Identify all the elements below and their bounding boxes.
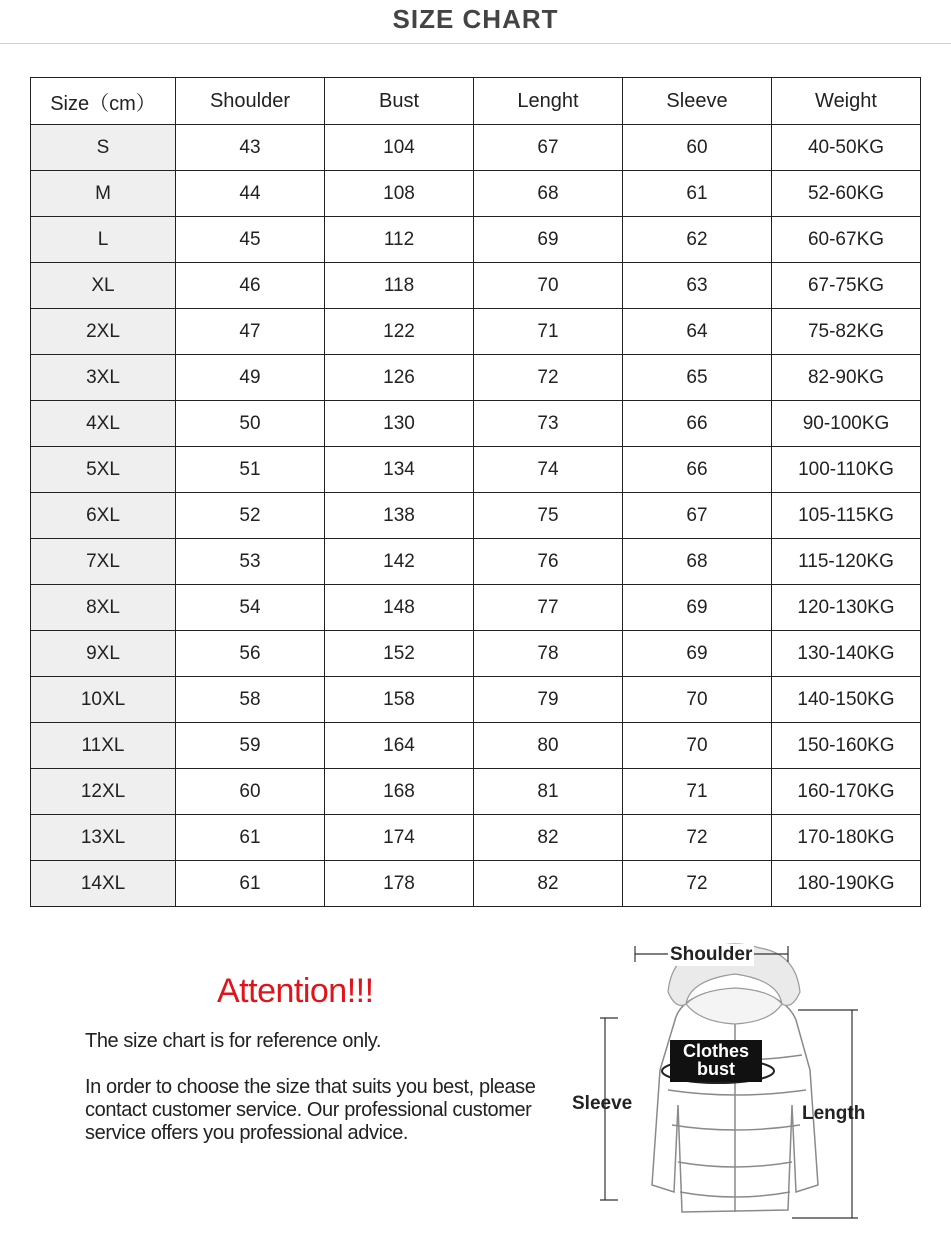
cell-length: 70 [474,263,623,309]
page-title-bar [0,0,951,44]
cell-sleeve: 69 [623,631,772,677]
cell-length: 73 [474,401,623,447]
cell-bust: 130 [325,401,474,447]
cell-weight: 52-60KG [772,171,921,217]
cell-bust: 164 [325,723,474,769]
cell-length: 76 [474,539,623,585]
cell-length: 74 [474,447,623,493]
cell-sleeve: 72 [623,861,772,907]
cell-sleeve: 68 [623,539,772,585]
cell-sleeve: 63 [623,263,772,309]
cell-weight: 120-130KG [772,585,921,631]
cell-weight: 180-190KG [772,861,921,907]
table-row [31,309,921,355]
cell-bust: 168 [325,769,474,815]
column-header-bust: Bust [325,78,474,125]
cell-size: 12XL [31,769,176,815]
table-row [31,539,921,585]
coat-illustration [560,930,940,1230]
cell-size: 3XL [31,355,176,401]
cell-weight: 140-150KG [772,677,921,723]
cell-shoulder: 56 [176,631,325,677]
table-row [31,401,921,447]
cell-weight: 115-120KG [772,539,921,585]
contact-note: In order to choose the size that suits you best, please contact customer service. Our professional customer service offers you professional advice. [85,1076,536,1144]
cell-length: 79 [474,677,623,723]
cell-shoulder: 61 [176,815,325,861]
cell-shoulder: 47 [176,309,325,355]
column-header-shoulder: Shoulder [176,78,325,125]
table-row [31,723,921,769]
cell-bust: 104 [325,125,474,171]
column-header-sleeve: Sleeve [623,78,772,125]
cell-size: 8XL [31,585,176,631]
cell-size: 6XL [31,493,176,539]
cell-bust: 126 [325,355,474,401]
cell-bust: 118 [325,263,474,309]
sleeve-label: Sleeve [572,1093,633,1114]
table-header-row [31,78,921,125]
clothes-bust-label-line2: bust [697,1059,735,1079]
cell-length: 81 [474,769,623,815]
cell-bust: 138 [325,493,474,539]
cell-weight: 160-170KG [772,769,921,815]
cell-shoulder: 54 [176,585,325,631]
column-header-length: Lenght [474,78,623,125]
cell-weight: 82-90KG [772,355,921,401]
cell-sleeve: 67 [623,493,772,539]
cell-weight: 170-180KG [772,815,921,861]
cell-shoulder: 44 [176,171,325,217]
cell-weight: 90-100KG [772,401,921,447]
cell-shoulder: 60 [176,769,325,815]
table-row [31,861,921,907]
cell-bust: 108 [325,171,474,217]
cell-shoulder: 59 [176,723,325,769]
cell-length: 68 [474,171,623,217]
cell-sleeve: 70 [623,677,772,723]
cell-sleeve: 64 [623,309,772,355]
cell-sleeve: 61 [623,171,772,217]
cell-size: XL [31,263,176,309]
cell-size: S [31,125,176,171]
table-row [31,125,921,171]
cell-sleeve: 70 [623,723,772,769]
cell-size: 5XL [31,447,176,493]
cell-sleeve: 72 [623,815,772,861]
cell-shoulder: 61 [176,861,325,907]
coat-measurement-diagram [560,930,940,1230]
cell-size: M [31,171,176,217]
table-row [31,585,921,631]
clothes-bust-label-line1: Clothes [682,1041,749,1061]
cell-length: 67 [474,125,623,171]
cell-bust: 142 [325,539,474,585]
title-divider [0,43,951,44]
cell-size: 10XL [31,677,176,723]
cell-length: 80 [474,723,623,769]
cell-shoulder: 52 [176,493,325,539]
cell-sleeve: 60 [623,125,772,171]
cell-bust: 134 [325,447,474,493]
reference-note: The size chart is for reference only. [85,1030,382,1052]
cell-bust: 122 [325,309,474,355]
table-row [31,171,921,217]
cell-bust: 178 [325,861,474,907]
cell-bust: 152 [325,631,474,677]
table-row [31,493,921,539]
cell-length: 75 [474,493,623,539]
column-header-size: Size（cm） [31,78,176,125]
cell-sleeve: 69 [623,585,772,631]
cell-length: 72 [474,355,623,401]
cell-weight: 67-75KG [772,263,921,309]
cell-shoulder: 51 [176,447,325,493]
cell-size: L [31,217,176,263]
cell-bust: 158 [325,677,474,723]
table-row [31,815,921,861]
table-row [31,631,921,677]
cell-length: 78 [474,631,623,677]
cell-length: 71 [474,309,623,355]
table-row [31,355,921,401]
cell-bust: 174 [325,815,474,861]
cell-length: 77 [474,585,623,631]
cell-length: 82 [474,815,623,861]
cell-size: 4XL [31,401,176,447]
cell-sleeve: 71 [623,769,772,815]
cell-sleeve: 65 [623,355,772,401]
cell-length: 82 [474,861,623,907]
column-header-weight: Weight [772,78,921,125]
shoulder-label: Shoulder [670,944,753,965]
table-row [31,447,921,493]
cell-weight: 105-115KG [772,493,921,539]
table-row [31,217,921,263]
cell-sleeve: 66 [623,401,772,447]
page-title: SIZE CHART [392,4,559,34]
table-row [31,263,921,309]
cell-shoulder: 49 [176,355,325,401]
cell-size: 9XL [31,631,176,677]
cell-shoulder: 58 [176,677,325,723]
cell-size: 14XL [31,861,176,907]
cell-weight: 100-110KG [772,447,921,493]
cell-weight: 60-67KG [772,217,921,263]
cell-sleeve: 66 [623,447,772,493]
table-row [31,677,921,723]
cell-shoulder: 50 [176,401,325,447]
cell-bust: 112 [325,217,474,263]
cell-weight: 40-50KG [772,125,921,171]
cell-size: 2XL [31,309,176,355]
cell-size: 11XL [31,723,176,769]
cell-weight: 130-140KG [772,631,921,677]
cell-length: 69 [474,217,623,263]
length-label: Length [802,1103,866,1124]
cell-shoulder: 46 [176,263,325,309]
cell-weight: 75-82KG [772,309,921,355]
cell-size: 7XL [31,539,176,585]
cell-weight: 150-160KG [772,723,921,769]
cell-shoulder: 43 [176,125,325,171]
cell-shoulder: 53 [176,539,325,585]
cell-bust: 148 [325,585,474,631]
cell-sleeve: 62 [623,217,772,263]
cell-size: 13XL [31,815,176,861]
cell-shoulder: 45 [176,217,325,263]
table-row [31,769,921,815]
attention-heading: Attention!!! [217,972,374,1010]
size-chart-table [30,77,921,907]
